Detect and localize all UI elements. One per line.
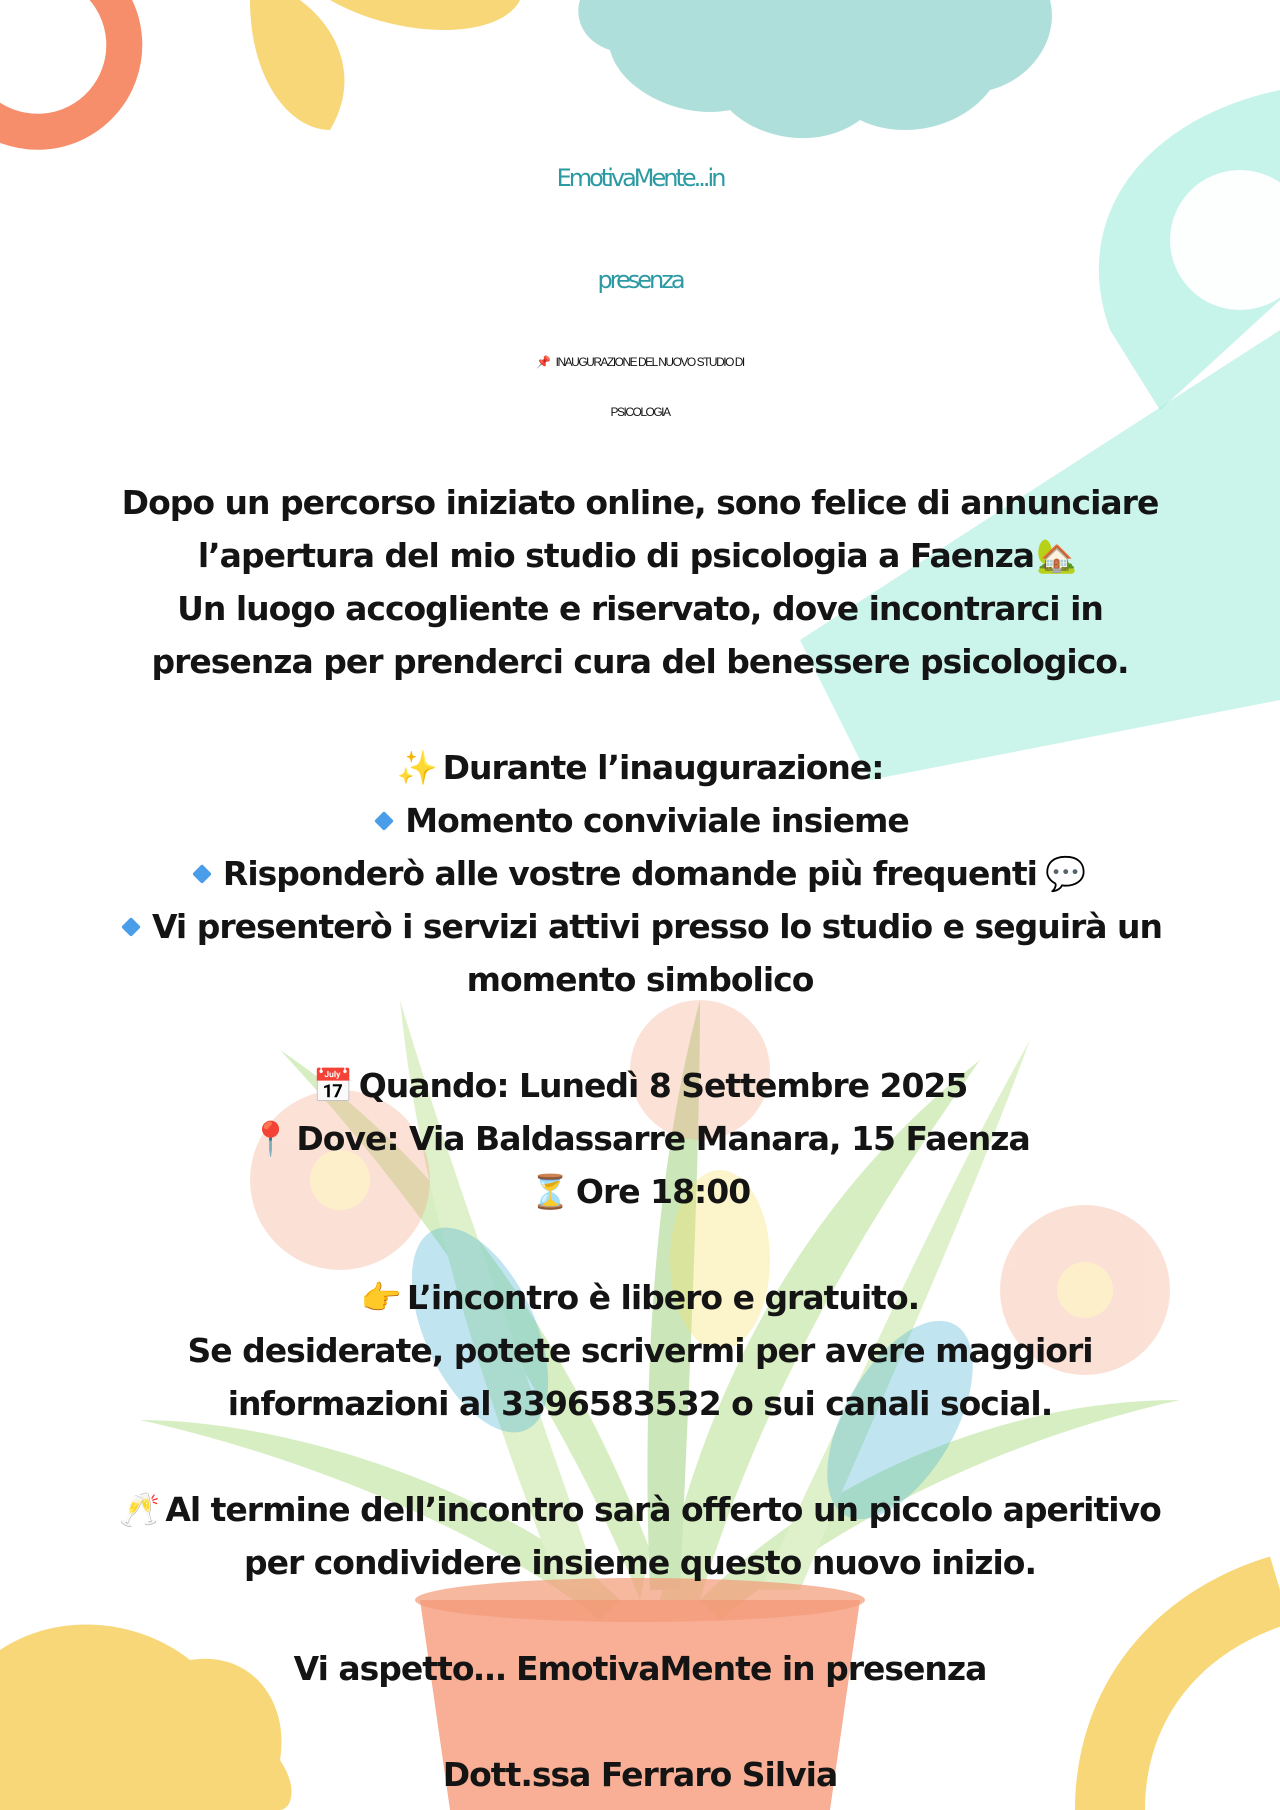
program-heading [40, 741, 1240, 794]
info-line-3: informazioni al 3396583532 o sui canali social. [227, 1384, 1053, 1423]
intro-line-3: Un luogo accogliente e riservato, dove incontrarci in [177, 589, 1103, 628]
info-line-1 [40, 1271, 1240, 1324]
program-item-text: Vi presenterò i servizi attivi presso lo studio e seguirà un [151, 907, 1163, 946]
intro-text: l’apertura del mio studio di psicologia a Faenza [197, 536, 1035, 575]
intro-line-4: presenza per prenderci cura del benessere psicologico. [151, 642, 1129, 681]
intro-line-2 [40, 529, 1240, 582]
program-item-3 [40, 900, 1240, 953]
program-item-2 [40, 847, 1240, 900]
clinking-glasses-icon: 🥂 [119, 1490, 160, 1529]
sparkles-icon: ✨ [396, 748, 437, 787]
speech-bubble-icon: 💬 [1044, 854, 1086, 893]
blue-diamond-icon [192, 864, 212, 884]
intro-line-1: Dopo un percorso iniziato online, sono felice di annunciare [121, 483, 1159, 522]
pushpin-icon: 📌 [536, 355, 550, 369]
program-item-text: Risponderò alle vostre domande più frequenti [222, 854, 1037, 893]
time-line [40, 1165, 1240, 1218]
info-text: L’incontro è libero e gratuito. [406, 1278, 920, 1317]
where-text: Dove: Via Baldassarre Manara, 15 Faenza [296, 1119, 1030, 1158]
aperitif-text: Al termine dell’incontro sarà offerto un piccolo aperitivo [165, 1490, 1161, 1529]
location-pin-icon: 📍 [250, 1119, 291, 1158]
subtitle-line-2: PSICOLOGIA [610, 405, 670, 419]
pointing-hand-icon: 👉 [360, 1278, 401, 1317]
program-item-3-cont: momento simbolico [466, 960, 814, 999]
title-line-1: EmotivaMente...in [556, 164, 724, 192]
hourglass-icon: ⏳ [529, 1172, 570, 1211]
program-heading-text: Durante l’inaugurazione: [442, 748, 884, 787]
program-item-text: Momento conviviale insieme [405, 801, 909, 840]
when-line [40, 1059, 1240, 1112]
title-line-2: presenza [597, 266, 683, 294]
program-item-1 [40, 794, 1240, 847]
subtitle-text: INAUGURAZIONE DEL NUOVO STUDIO DI [555, 355, 744, 369]
house-icon: 🏡 [1036, 536, 1077, 575]
signature: Dott.ssa Ferraro Silvia [442, 1755, 838, 1794]
aperitif-line-1 [40, 1483, 1240, 1536]
calendar-icon: 📅 [312, 1066, 353, 1105]
blue-diamond-icon [121, 917, 141, 937]
aperitif-line-2: per condividere insieme questo nuovo inizio. [243, 1543, 1037, 1582]
blue-diamond-icon [374, 811, 394, 831]
closing-line: Vi aspetto… EmotivaMente in presenza [293, 1649, 987, 1688]
info-line-2: Se desiderate, potete scrivermi per avere maggiori [187, 1331, 1093, 1370]
time-text: Ore 18:00 [575, 1172, 751, 1211]
when-text: Quando: Lunedì 8 Settembre 2025 [358, 1066, 968, 1105]
where-line [40, 1112, 1240, 1165]
subtitle-line-1 [0, 337, 1280, 387]
